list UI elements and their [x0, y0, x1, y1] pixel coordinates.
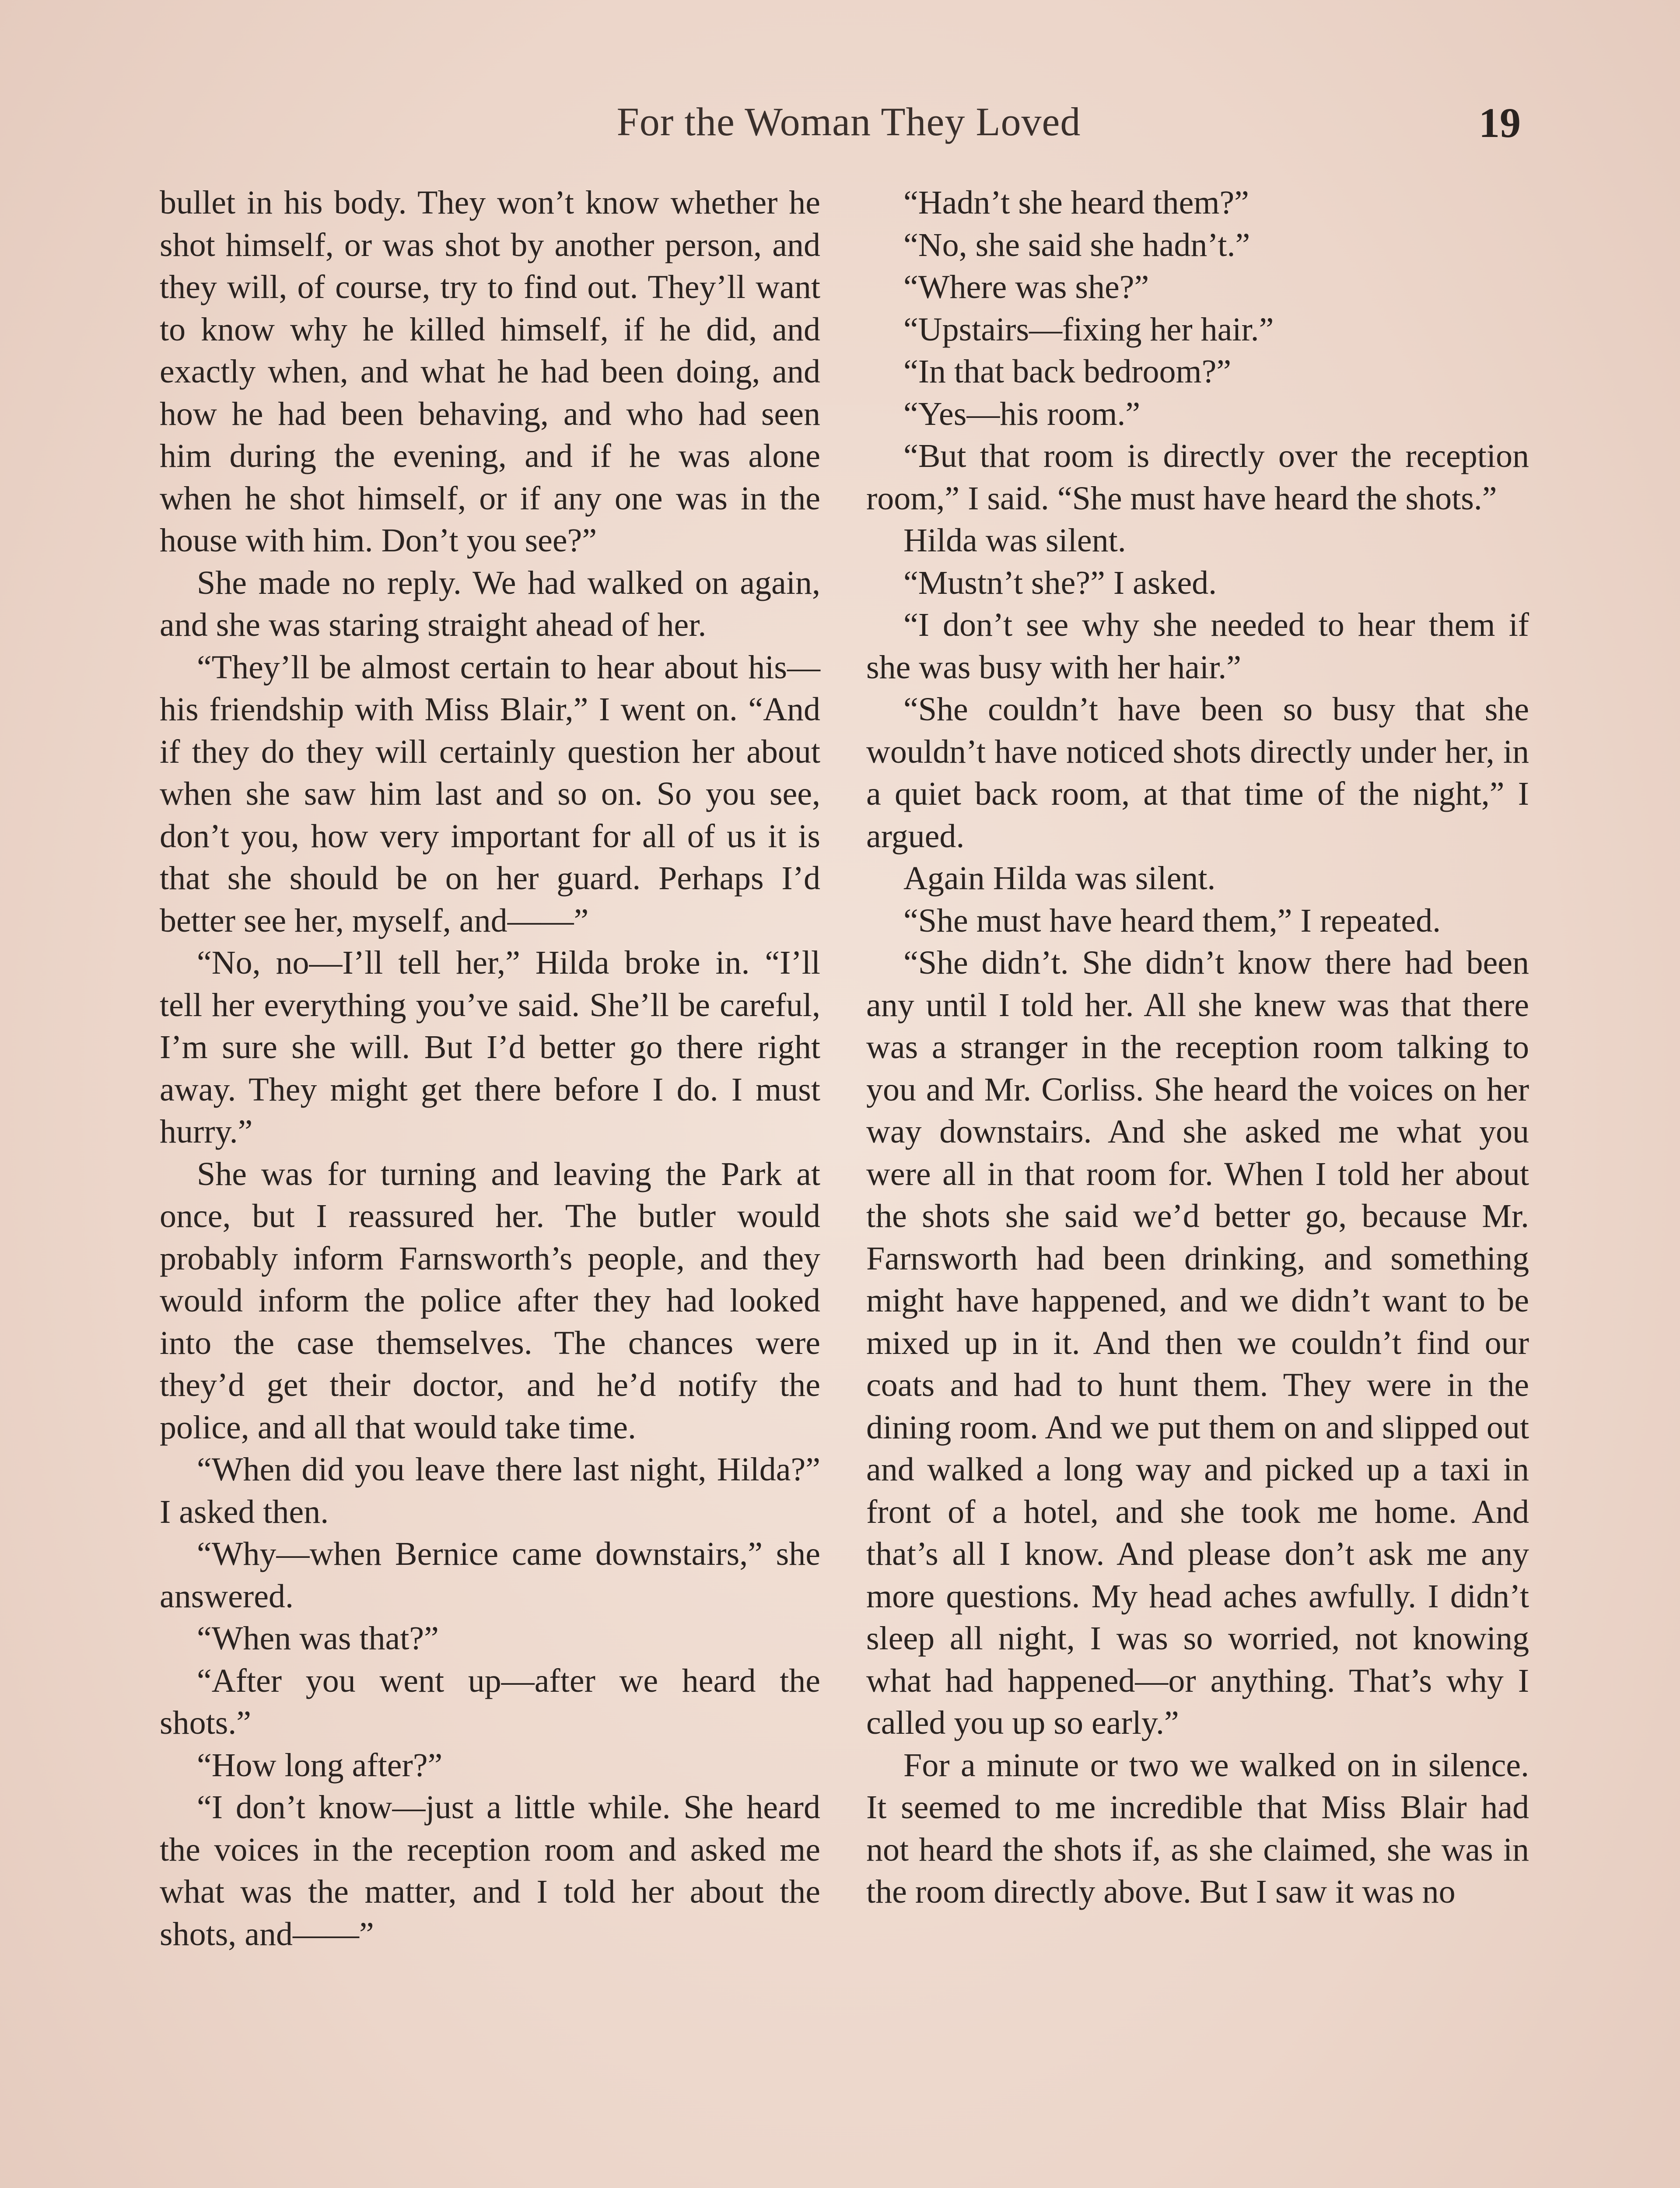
paragraph: “Yes—his room.” — [903, 395, 1141, 432]
paragraph: “Mustn’t she?” I asked. — [903, 564, 1217, 601]
paragraph: “When was that?” — [197, 1620, 439, 1657]
paragraph: “But that room is directly over the reception room,” I said. “She must have heard the shots.” — [866, 438, 1529, 517]
left-column — [160, 182, 820, 1955]
paragraph: “She must have heard them,” I repeated. — [903, 902, 1441, 939]
paragraph: “Upstairs—fixing her hair.” — [903, 311, 1274, 348]
paragraph: “Hadn’t she heard them?” — [903, 184, 1249, 221]
right-column — [866, 182, 1529, 1913]
paragraph: “They’ll be almost certain to hear about his—his friendship with Miss Blair,” I went on. “And if they do they will certainly question her about when she saw him last and so on. So you see, don’t you, how very important for all of us it is that she should be on her guard. Perhaps I’d better see her, myself, and——” — [160, 649, 820, 939]
paragraph: “In that back bedroom?” — [903, 353, 1232, 390]
paragraph: bullet in his body. They won’t know whether he shot himself, or was shot by another person, and they will, of course, try to find out. They’ll want to know why he killed himself, if he did, and exactly when, and what he had been doing, and how he had been behaving, and who had seen him during the evening, and if he was alone when he shot himself, or if any one was in the house with him. Don’t you see?” — [160, 184, 820, 559]
paragraph: She made no reply. We had walked on again, and she was staring straight ahead of her. — [160, 564, 820, 643]
paragraph: “No, no—I’ll tell her,” Hilda broke in. “I’ll tell her everything you’ve said. She’ll be careful, I’m sure she will. But I’d better go there right away. They might get there before I do. I must hurry.” — [160, 944, 820, 1150]
paragraph: Again Hilda was silent. — [903, 860, 1216, 897]
paragraph: For a minute or two we walked on in silence. It seemed to me incredible that Miss Blair had not heard the shots if, as she claimed, she was in the room directly above. But I saw it was no — [866, 1746, 1529, 1910]
paragraph: “How long after?” — [197, 1746, 443, 1784]
paragraph: “After you went up—after we heard the shots.” — [160, 1662, 820, 1741]
paragraph: “Where was she?” — [903, 269, 1149, 305]
running-title: For the Woman They Loved — [616, 99, 1081, 144]
paragraph: “I don’t see why she needed to hear them if she was busy with her hair.” — [866, 607, 1529, 686]
paragraph: “Why—when Bernice came downstairs,” she answered. — [160, 1536, 820, 1615]
paragraph: “She couldn’t have been so busy that she wouldn’t have noticed shots directly under her, in a quiet back room, at that time of the night,” I argued. — [866, 691, 1529, 855]
paragraph: Hilda was silent. — [903, 522, 1126, 559]
paragraph: “I don’t know—just a little while. She heard the voices in the reception room and asked me what was the matter, and I told her about the shots, and——” — [160, 1789, 820, 1953]
paragraph: “She didn’t. She didn’t know there had been any until I told her. All she knew was that there was a stranger in the reception room talking to you and Mr. Corliss. She heard the voices on her way downstairs. And she asked me what you were all in that room for. When I told her about the shots she said we’d better go, because Mr. Farnsworth had been drinking, and something might have happened, and we didn’t want to be mixed up in it. And then we couldn’t find our coats and had to hunt them. They were in the dining room. And we put them on and slipped out and walked a long way and picked up a taxi in front of a hotel, and she took me home. And that’s all I know. And please don’t ask me any more questions. My head aches awfully. I didn’t sleep all night, I was so worried, not knowing what had happened—or anything. That’s why I called you up so early.” — [866, 944, 1529, 1741]
page-number: 19 — [1479, 99, 1521, 146]
paragraph: She was for turning and leaving the Park at once, but I reassured her. The butler would probably inform Farnsworth’s people, and they would inform the police after they had looked into the case themselves. The chances were they’d get their doctor, and he’d notify the police, and all that would take time. — [160, 1155, 820, 1446]
paragraph: “No, she said she hadn’t.” — [903, 226, 1250, 263]
paragraph: “When did you leave there last night, Hilda?” I asked then. — [160, 1451, 820, 1530]
